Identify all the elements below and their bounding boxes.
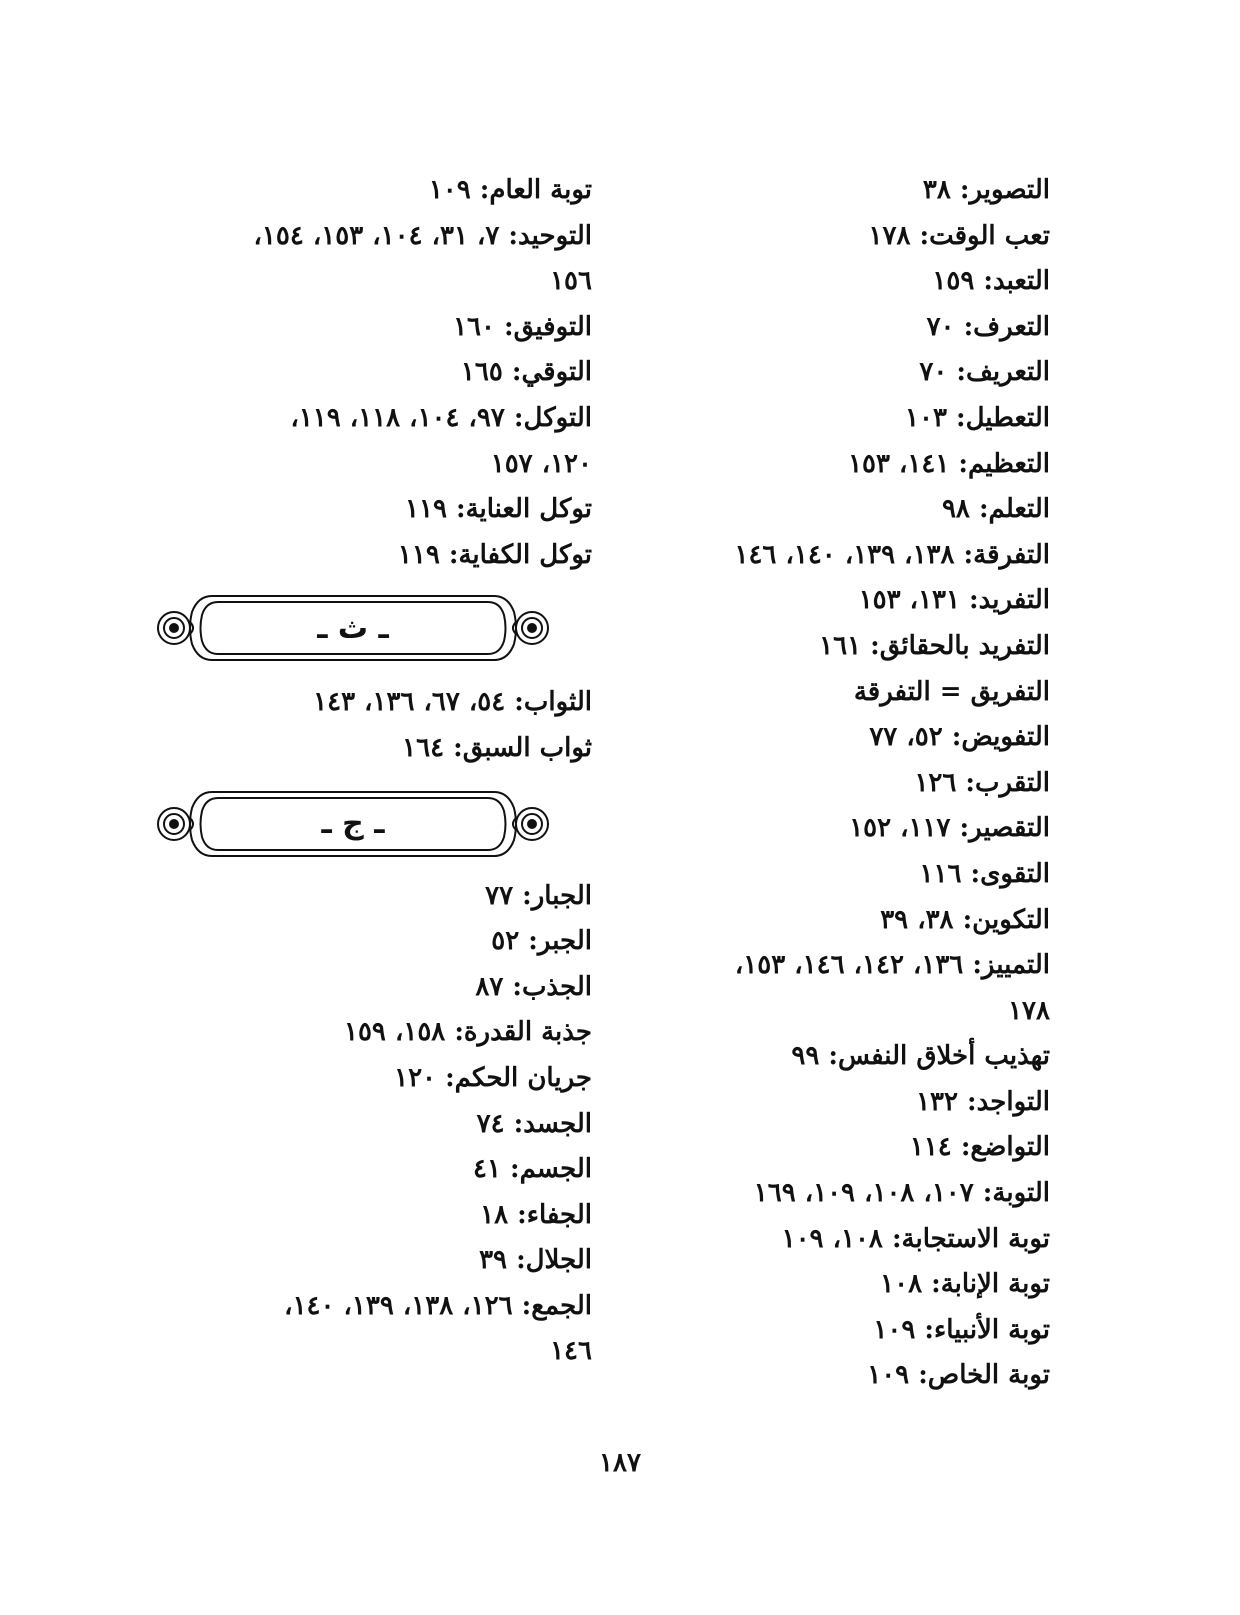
index-entry: التكوين: ٣٨، ٣٩ [880,904,1050,935]
index-entry: التعظيم: ١٤١، ١٥٣ [848,448,1050,479]
index-entry: الثواب: ٥٤، ٦٧، ١٣٦، ١٤٣ [313,687,592,718]
index-entry: التواجد: ١٣٢ [916,1086,1050,1117]
index-entry: تهذيب أخلاق النفس: ٩٩ [791,1041,1050,1072]
section-letter-tha: ـ ث ـ [317,610,389,646]
page-number: ١٨٧ [599,1448,641,1478]
index-entry: التوحيد: ٧، ٣١، ١٠٤، ١٥٣، ١٥٤، [253,220,592,251]
index-entry: التوبة: ١٠٧، ١٠٨، ١٠٩، ١٦٩ [753,1178,1050,1209]
index-entry: ١٥٦ [550,266,592,297]
left-column [152,168,592,1375]
index-entry: الجذب: ٨٧ [475,971,592,1002]
index-entry: توبة الإنابة: ١٠٨ [880,1269,1050,1300]
index-entry: ثواب السبق: ١٦٤ [402,732,592,763]
section-header-jim [152,778,554,870]
index-entry: التصوير: ٣٨ [922,175,1050,205]
index-entry: التواضع: ١١٤ [909,1132,1050,1163]
index-entry: التفريد بالحقائق: ١٦١ [819,630,1050,661]
index-entry: التفويض: ٥٢، ٧٧ [869,722,1050,753]
index-entry: الجمع: ١٢٦، ١٣٨، ١٣٩، ١٤٠، [284,1290,592,1321]
section-header-tha [152,582,554,674]
index-entry: توبة الخاص: ١٠٩ [867,1360,1050,1391]
index-entry: التمييز: ١٣٦، ١٤٢، ١٤٦، ١٥٣، [734,950,1050,981]
tha-entries [152,680,592,771]
index-entry: توبة الاستجابة: ١٠٨، ١٠٩ [781,1223,1050,1254]
index-entry: توبة الأنبياء: ١٠٩ [873,1314,1050,1345]
jim-entries [152,874,592,1376]
index-entry: جذبة القدرة: ١٥٨، ١٥٩ [344,1017,592,1048]
index-entry: توكل العناية: ١١٩ [405,494,592,525]
index-entry: الجبار: ٧٧ [485,880,592,911]
index-entry: التقوى: ١١٦ [919,858,1050,889]
index-entry: التعلم: ٩٨ [941,494,1050,525]
index-entry: التوقي: ١٦٥ [460,357,592,388]
index-entry: التعرف: ٧٠ [926,311,1050,342]
index-entry: توكل الكفاية: ١١٩ [397,539,592,570]
index-entry: التفريد: ١٣١، ١٥٣ [858,585,1050,616]
right-column [610,168,1050,1399]
index-entry: التفرقة: ١٣٨، ١٣٩، ١٤٠، ١٤٦ [734,539,1050,570]
index-entry: الجفاء: ١٨ [480,1199,592,1230]
index-entry: ١٤٦ [550,1336,592,1367]
index-entry: التعطيل: ١٠٣ [905,402,1050,433]
index-entry: الجسم: ٤١ [472,1154,592,1185]
section-letter-jim: ـ ج ـ [321,806,385,842]
index-entry: التقرب: ١٢٦ [914,767,1050,798]
index-entry: الجلال: ٣٩ [479,1245,592,1276]
index-entry: التوكل: ٩٧، ١٠٤، ١١٨، ١١٩، [290,402,592,433]
index-entry: التعبد: ١٥٩ [932,266,1050,297]
index-entry: التوفيق: ١٦٠ [453,311,592,342]
index-entry: الجسد: ٧٤ [476,1108,592,1139]
index-entry: التقصير: ١١٧، ١٥٢ [849,813,1050,844]
index-entry: تعب الوقت: ١٧٨ [868,220,1050,251]
index-entry: توبة العام: ١٠٩ [428,175,592,205]
index-entry: ١٢٠، ١٥٧ [490,448,592,479]
index-entry: الجبر: ٥٢ [491,926,592,957]
left-top-entries [152,168,592,578]
index-entry: جريان الحكم: ١٢٠ [394,1062,592,1093]
index-entry: التعريف: ٧٠ [919,357,1050,388]
index-entry: التفريق = التفرقة [853,676,1050,707]
index-entry: ١٧٨ [1008,995,1050,1026]
